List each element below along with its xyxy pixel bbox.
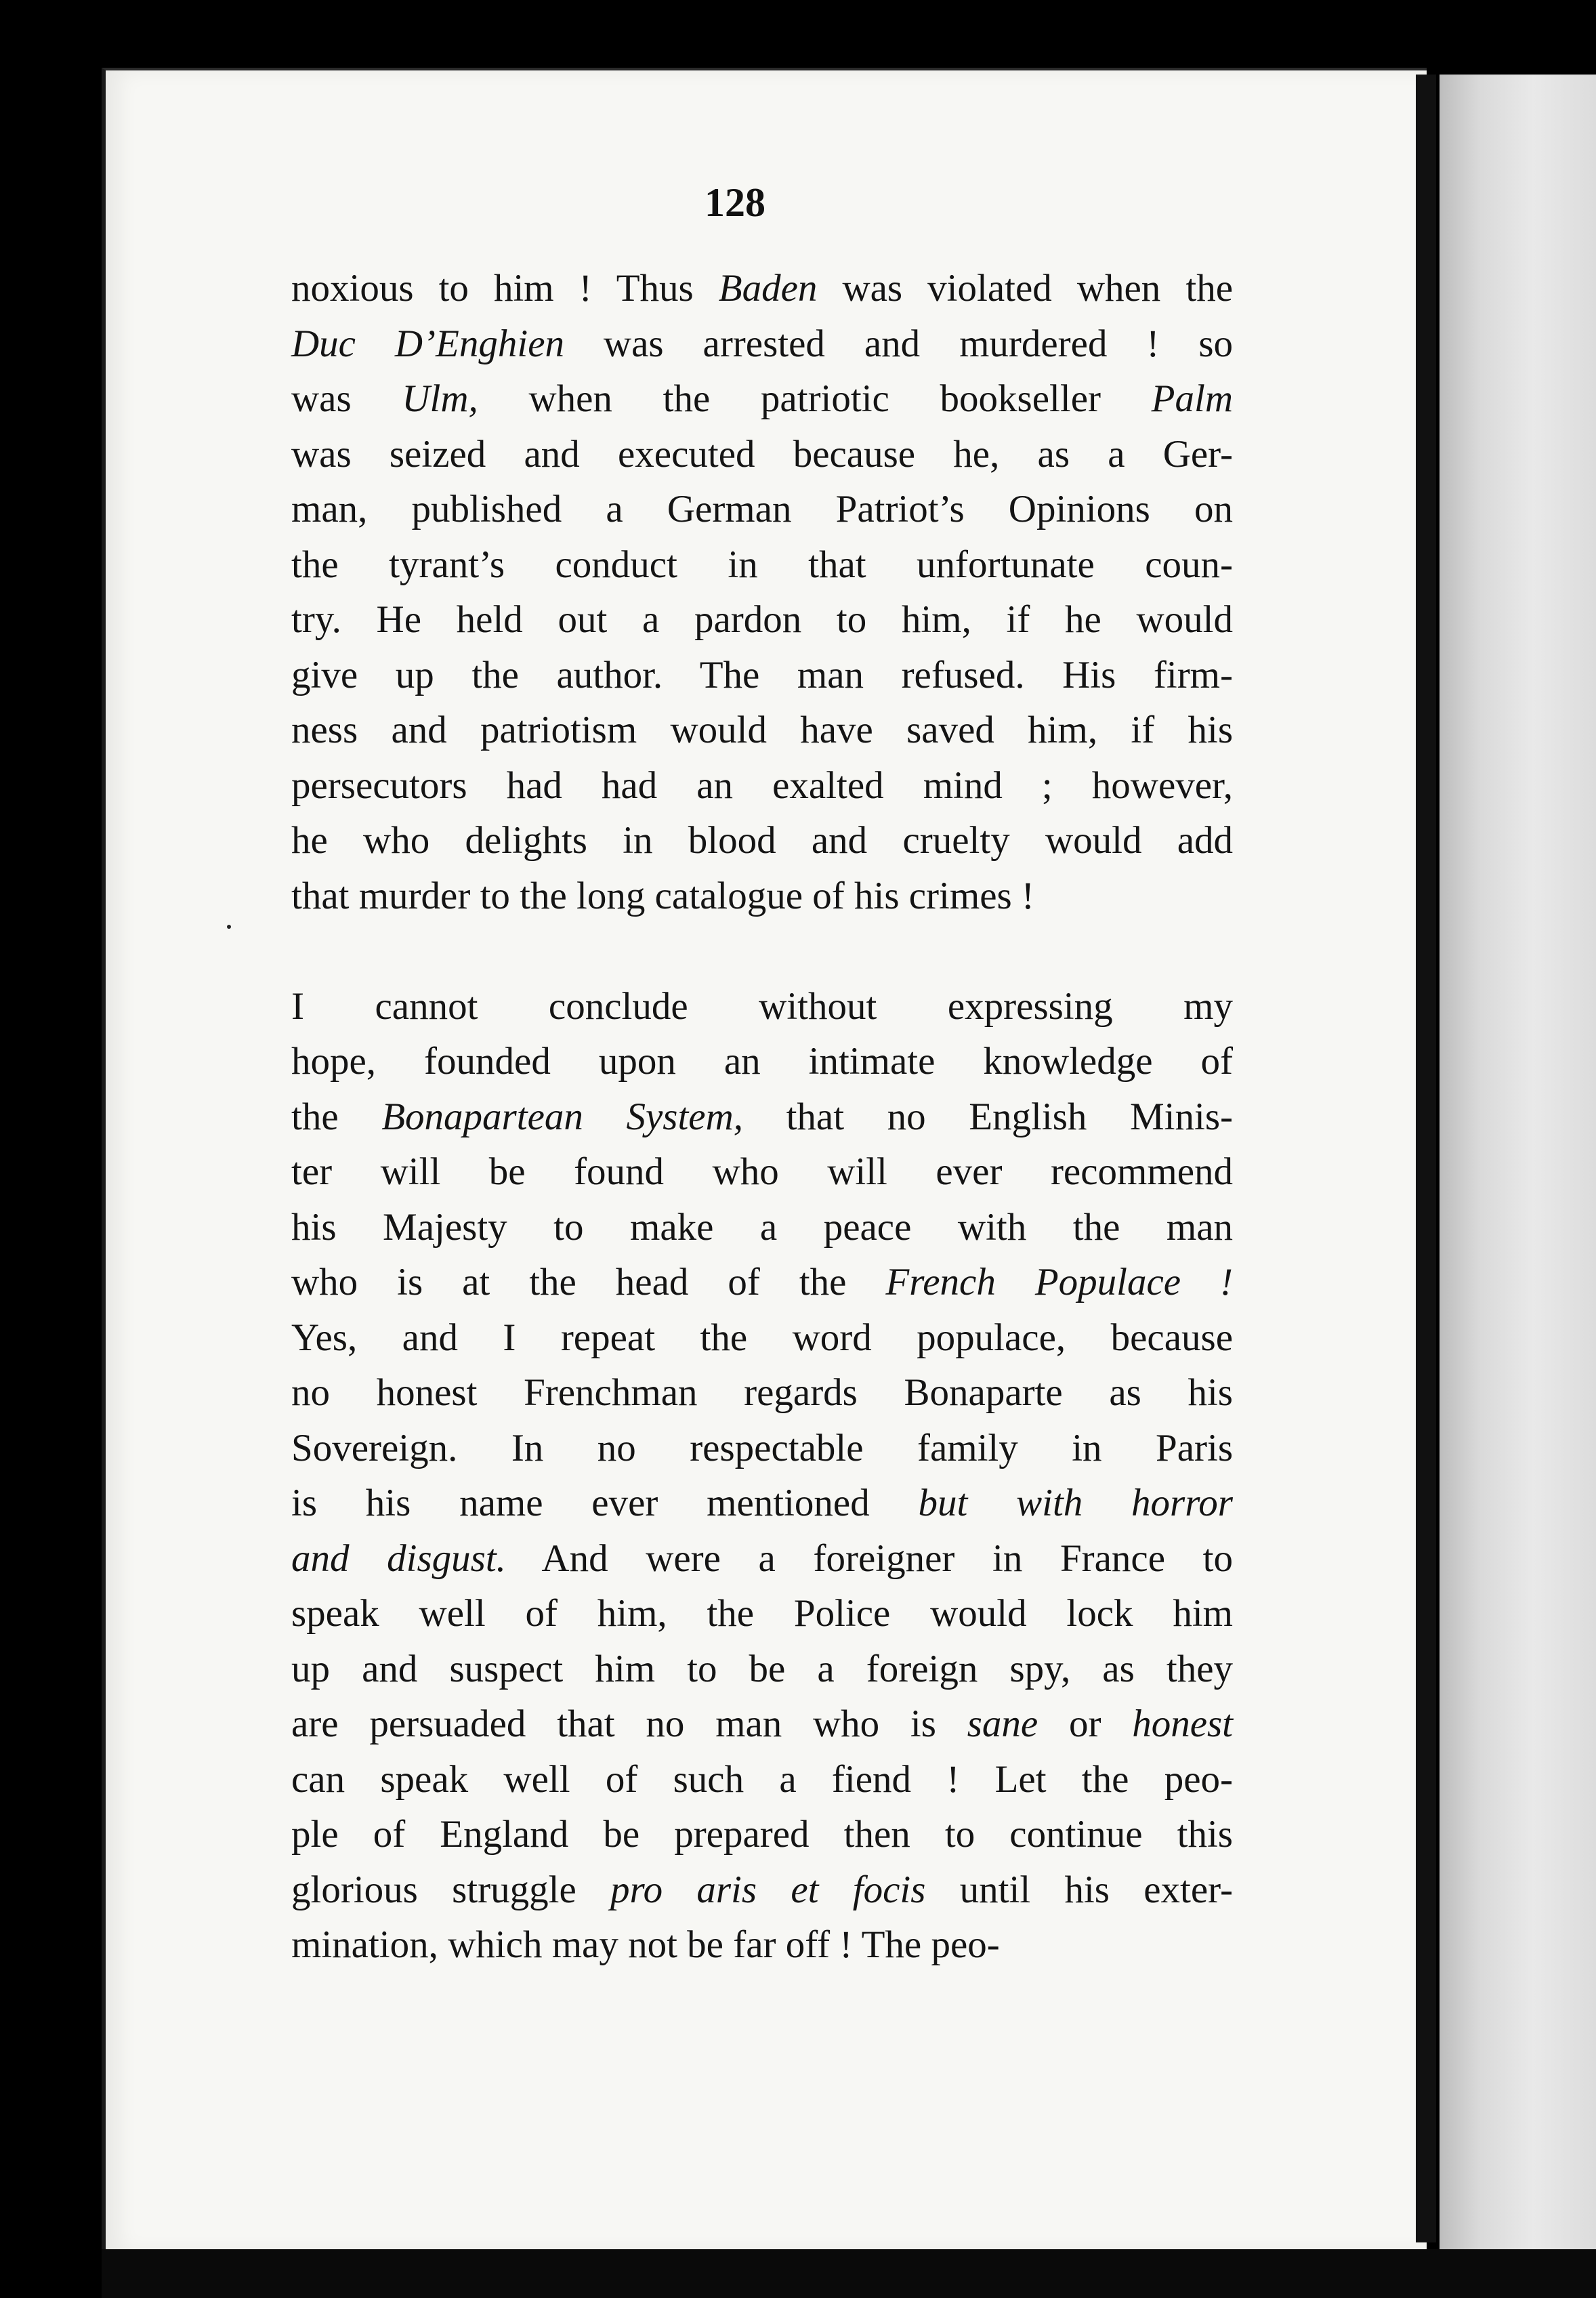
italic-text: sane — [967, 1702, 1038, 1745]
text-line: speak well of him, the Police would lock him — [291, 1592, 1233, 1635]
text-line: can speak well of such a fiend ! Let the peo- — [291, 1757, 1233, 1801]
text-line: his Majesty to make a peace with the man — [291, 1205, 1233, 1249]
italic-text: Bonapartean System, — [381, 1095, 743, 1138]
text-line: ple of England be prepared then to continue this — [291, 1813, 1233, 1856]
text-line: is his name ever mentioned but with horror — [291, 1482, 1233, 1524]
text-line: ness and patriotism would have saved him, if his — [291, 709, 1233, 751]
text-line: give up the author. The man refused. His firm- — [291, 653, 1233, 696]
italic-text: Palm — [1151, 377, 1233, 420]
italic-text: Duc D’Enghien — [291, 322, 564, 365]
italic-text: Baden — [718, 267, 818, 310]
text-line: persecutors had had an exalted mind ; however, — [291, 764, 1233, 807]
text-line: are persuaded that no man who is sane or honest — [291, 1702, 1234, 1745]
text-line: Duc D’Enghien was arrested and murdered ! so — [291, 322, 1233, 365]
text-line: was Ulm, when the patriotic bookseller Palm — [291, 377, 1233, 420]
italic-text: but with horror — [918, 1482, 1233, 1524]
page-gutter-shadow — [1416, 75, 1436, 2242]
paragraph — [291, 261, 1233, 923]
text-line: the Bonapartean System, that no English Minis- — [291, 1095, 1234, 1138]
paragraph-break — [291, 923, 1233, 979]
scan-bottom-border — [102, 2249, 1596, 2298]
text-line: noxious to him ! Thus Baden was violated when the — [291, 267, 1233, 310]
text-line: ter will be found who will ever recommend — [291, 1150, 1233, 1193]
text-line: no honest Frenchman regards Bonaparte as his — [291, 1371, 1233, 1414]
text-line: mination, which may not be far off ! The peo- — [291, 1923, 1000, 1966]
text-line: he who delights in blood and cruelty would add — [291, 819, 1233, 862]
text-line: and disgust. And were a foreigner in France to — [291, 1537, 1233, 1580]
text-line: man, published a German Patriot’s Opinions on — [291, 488, 1233, 530]
italic-text: French Populace ! — [885, 1261, 1234, 1303]
ink-speck — [227, 925, 231, 929]
body-text — [291, 261, 1233, 1973]
text-line: Sovereign. In no respectable family in Paris — [291, 1426, 1233, 1469]
italic-text: honest — [1132, 1702, 1234, 1745]
text-line: Yes, and I repeat the word populace, because — [291, 1316, 1233, 1359]
italic-text: Ulm, — [402, 377, 478, 420]
text-line: I cannot conclude without expressing my — [291, 984, 1233, 1028]
text-line: was seized and executed because he, as a Ger- — [291, 432, 1233, 476]
paragraph — [291, 979, 1233, 1973]
text-line: that murder to the long catalogue of his crimes ! — [291, 874, 1034, 917]
italic-text: pro aris et focis — [610, 1868, 926, 1911]
text-line: the tyrant’s conduct in that unfortunate coun- — [291, 543, 1233, 586]
page-number: 128 — [705, 180, 765, 225]
italic-text: and disgust. — [291, 1537, 506, 1580]
text-line: glorious struggle pro aris et focis until his exter- — [291, 1868, 1233, 1911]
text-line: who is at the head of the French Populace ! — [291, 1261, 1234, 1303]
text-line: up and suspect him to be a foreign spy, as they — [291, 1647, 1233, 1690]
text-line: hope, founded upon an intimate knowledge of — [291, 1040, 1233, 1083]
adjacent-page-edge — [1440, 75, 1596, 2283]
text-line: try. He held out a pardon to him, if he would — [291, 598, 1233, 641]
